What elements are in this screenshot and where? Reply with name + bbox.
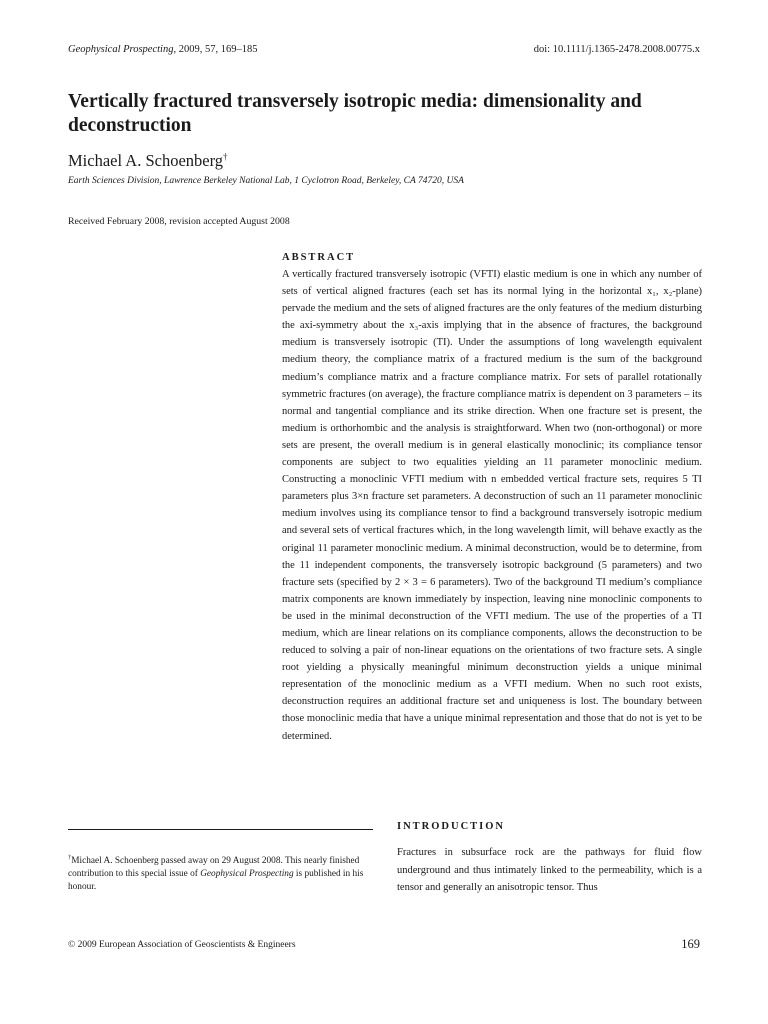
abstract-text: A vertically fractured transversely isotropic (VFTI) elastic medium is one in which any number of sets of vertical aligned fractures (each set has its normal lying in the horizontal x₁, x₂-plane) pervade the medium and the sets of aligned fractures are the only features of the medium disturbing the axi-symmetry about the x₃-axis implying that in the absence of fractures, the background medium is transversely isotropic (TI). Under the assumptions of long wavelength equivalent medium theory, the compliance matrix of a fractured medium is the sum of the background medium’s compliance matrix and a fracture compliance matrix. For sets of parallel rotationally symmetric fractures (on average), the fracture compliance matrix is dependent on 3 parameters – its normal and tangential compliance and its strike direction. When one fracture set is present, the medium is orthorhombic and the analysis is straightforward. When two (non-orthogonal) or more sets are present, the overall medium is in general elastically monoclinic; its compliance tensor components are subject to two equalities yielding an 11 parameter monoclinic medium. Constructing a monoclinic VFTI medium with n embedded vertical fracture sets, requires 5 TI parameters plus 3×n fracture set parameters. A deconstruction of such an 11 parameter monoclinic medium involves using its compliance tensor to find a background transversely isotropic medium and several sets of vertical fractures which, in the long wavelength limit, will behave exactly as the original 11 parameter monoclinic medium. A minimal deconstruction, would be to determine, from the 11 independent components, the transversely isotropic background (5 parameters) and two fracture sets (specified by 2 × 3 = 6 parameters). Two of the background TI medium’s compliance matrix components are known immediately by inspection, leaving nine monoclinic components to be used in the minimal deconstruction of the VFTI medium. The use of the properties of a TI medium, which are linear relations on its compliance components, allows the deconstruction to be reduced to solving a pair of non-linear equations on the orientations of two fracture sets. A single root yielding a physically meaningful minimum deconstruction yields a unique minimal representation of the monoclinic medium as a VFTI medium. When no such root exists, deconstruction requires an additional fracture set and uniqueness is lost. The boundary between those monoclinic media that have a unique minimal representation and those that do not is yet to be determined. (282, 269, 702, 742)
citation-volume: , 2009, 57, 169–185 (173, 44, 258, 55)
author-footnote-mark: † (223, 151, 228, 162)
page-number: 169 (681, 937, 700, 951)
running-header-citation (68, 44, 257, 55)
introduction-text: Fractures in subsurface rock are the pathways for fluid flow underground and thus intimately linked to the permeability, which is a tensor and generally an anisotropic tensor. Thus (397, 847, 702, 893)
copyright-notice: © 2009 European Association of Geoscientists & Engineers (68, 940, 296, 950)
author-name: Michael A. Schoenberg (68, 151, 224, 170)
doi-link[interactable]: doi: 10.1111/j.1365-2478.2008.00775.x (533, 44, 700, 55)
footnote (68, 852, 378, 893)
footnote-divider (68, 829, 373, 830)
footnote-journal: Geophysical Prospecting (200, 868, 294, 879)
author-affiliation: Earth Sciences Division, Lawrence Berkeley National Lab, 1 Cyclotron Road, Berkeley, CA 74720, USA (68, 176, 464, 186)
abstract-heading: ABSTRACT (282, 252, 356, 263)
footnote-text-start: Michael A. Schoenberg passed away on 29 August 2008. This nearly finished contribution to this special issue of (68, 856, 360, 879)
footnote-text-end: is published in his honour. (68, 868, 364, 892)
footnote-mark: † (68, 854, 72, 861)
introduction-heading: INTRODUCTION (397, 821, 506, 832)
journal-name: Geophysical Prospecting (68, 44, 174, 55)
paper-title: Vertically fractured transversely isotropic media: dimensionality and deconstruction (68, 91, 642, 136)
received-dates: Received February 2008, revision accepted August 2008 (68, 216, 290, 227)
author-line (68, 151, 228, 171)
